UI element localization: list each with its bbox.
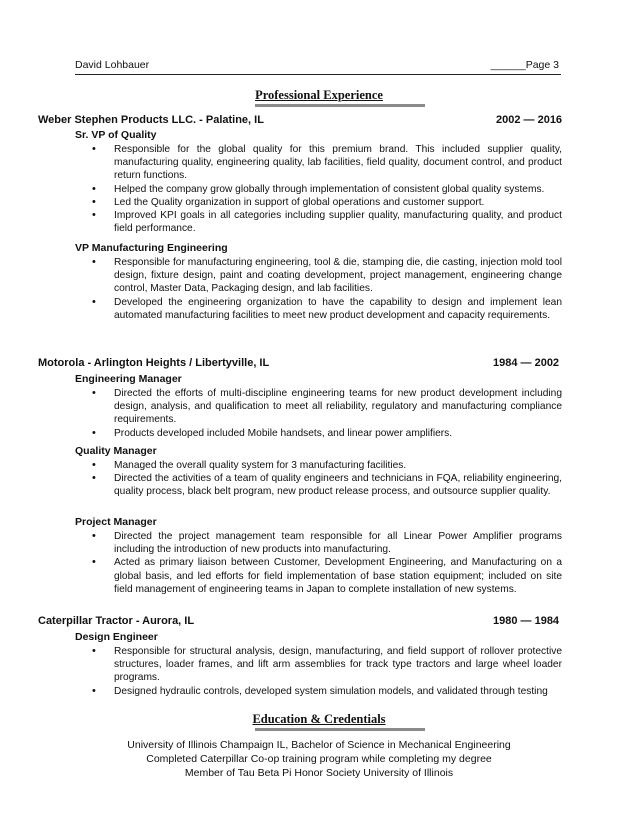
page-header <box>75 58 561 75</box>
role-sr-vp-quality: Sr. VP of Quality <box>75 129 157 141</box>
bullets-sr-vp-quality <box>92 143 562 235</box>
bullets-project-manager <box>92 530 562 596</box>
years-weber: 2002 — 2016 <box>496 114 563 126</box>
education-line: Completed Caterpillar Co-op training program while completing my degree <box>146 753 492 765</box>
list-item: • Improved KPI goals in all categories including supplier quality, manufacturing quality, and product field performance. <box>92 209 562 235</box>
list-item: • Managed the overall quality system for 3 manufacturing facilities. <box>92 459 562 472</box>
bullets-quality-manager <box>92 459 562 499</box>
role-engineering-manager: Engineering Manager <box>75 373 182 385</box>
bullets-design-engineer <box>92 645 562 698</box>
list-item: • Responsible for the global quality for this premium brand. This included supplier quality, manufacturing quality, engineering quality, lab facilities, field quality, document control, and product return functions. <box>92 143 562 183</box>
company-weber: Weber Stephen Products LLC. - Palatine, IL <box>38 114 264 126</box>
author-name: David Lohbauer <box>75 59 150 71</box>
role-vp-manufacturing: VP Manufacturing Engineering <box>75 242 228 254</box>
years-motorola: 1984 — 2002 <box>493 357 560 369</box>
bullets-engineering-manager <box>92 387 562 440</box>
list-item: • Led the Quality organization in support of global operations and customer support. <box>92 196 562 209</box>
role-design-engineer: Design Engineer <box>75 631 158 643</box>
experience-heading: Professional Experience <box>255 88 383 102</box>
list-item: • Developed the engineering organization to have the capability to design and implement lean automated manufacturing facilities to meet new product development and capacity requirements. <box>92 296 562 322</box>
years-caterpillar: 1980 — 1984 <box>493 615 560 627</box>
list-item: • Responsible for manufacturing engineering, tool & die, stamping die, die casting, injection mold tool design, fixture design, paint and coating development, project management, engineering change control, Master Data, Packaging design, and lab facilities. <box>92 256 562 296</box>
list-item: • Directed the efforts of multi-discipline engineering teams for new product development including design, analysis, and qualification to meet all reliability, regulatory and manufacturing compliance requirements. <box>92 387 562 427</box>
role-project-manager: Project Manager <box>75 516 157 528</box>
education-heading: Education & Credentials <box>252 712 386 726</box>
education-line: University of Illinois Champaign IL, Bachelor of Science in Mechanical Engineering <box>127 739 511 751</box>
company-caterpillar: Caterpillar Tractor - Aurora, IL <box>38 615 195 627</box>
list-item: • Responsible for structural analysis, design, manufacturing, and field support of rollover protective structures, loader frames, and lift arm assemblies for track type tractors and large wheel loader programs. <box>92 645 562 685</box>
education-line: Member of Tau Beta Pi Honor Society University of Illinois <box>184 767 454 779</box>
role-quality-manager: Quality Manager <box>75 445 157 457</box>
education-divider <box>255 728 425 731</box>
list-item: • Directed the activities of a team of quality engineers and technicians in FQA, reliability engineering, quality process, black belt program, new product release process, and outsource supplier quality. <box>92 472 562 498</box>
list-item: • Directed the project management team responsible for all Linear Power Amplifier programs including the introduction of new products into manufacturing. <box>92 530 562 556</box>
page-number: ______Page 3 <box>490 59 559 71</box>
experience-divider <box>255 104 425 107</box>
list-item: • Acted as primary liaison between Customer, Development Engineering, and Manufacturing on a global basis, and led efforts for field implementation of base station equipment; included on site field management of engineering teams in Japan to complete installation of new systems. <box>92 556 562 596</box>
list-item: • Products developed included Mobile handsets, and linear power amplifiers. <box>92 427 562 440</box>
bullets-vp-manufacturing <box>92 256 562 322</box>
company-motorola: Motorola - Arlington Heights / Libertyville, IL <box>38 357 270 369</box>
list-item: • Designed hydraulic controls, developed system simulation models, and validated through testing <box>92 685 562 698</box>
list-item: • Helped the company grow globally through implementation of consistent global quality systems. <box>92 183 562 196</box>
